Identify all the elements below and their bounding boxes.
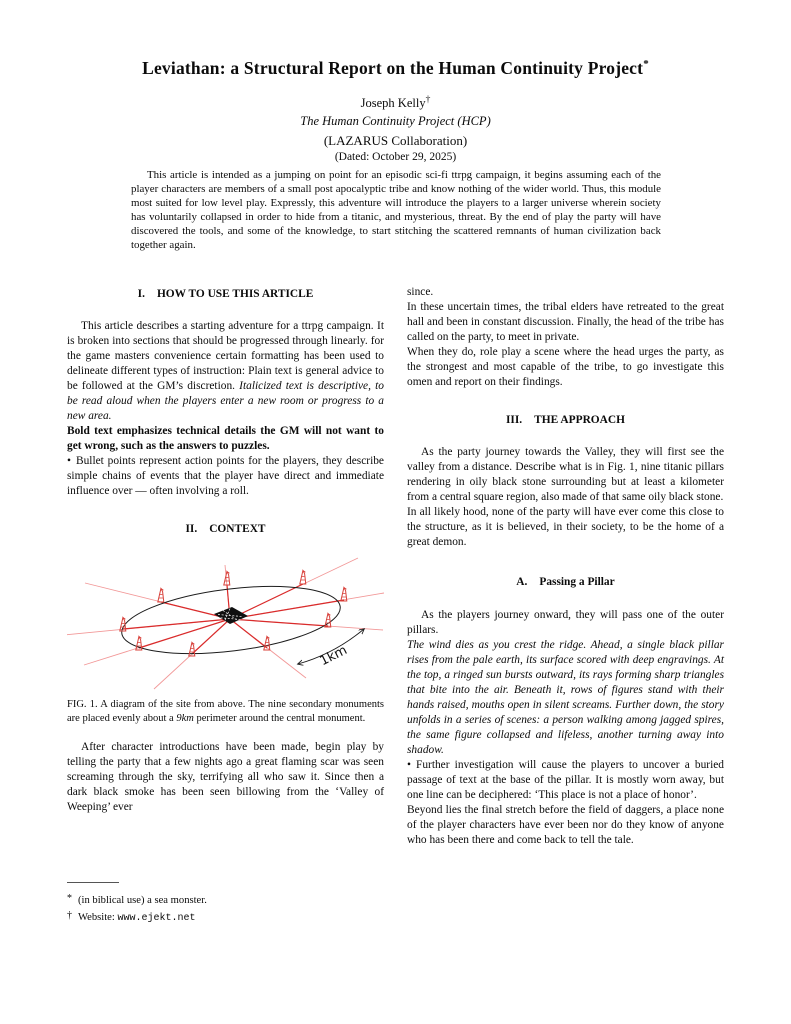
left-column <box>67 285 384 815</box>
subsection-title: Passing a Pillar <box>539 576 615 588</box>
bullet-paragraph <box>67 454 384 499</box>
section-heading-3 <box>407 413 724 428</box>
website-link[interactable]: www.ejekt.net <box>117 912 196 924</box>
author-line <box>0 95 791 111</box>
section-heading-1 <box>67 287 384 302</box>
figure-caption-label: FIG. 1. <box>67 699 98 710</box>
paragraph-continuation: since. <box>407 286 434 298</box>
italic-instruction-text: Italicized text is descriptive, to be read aloud when the players enter a new room or progress to a new area. <box>67 380 384 422</box>
footnote-text: Website: <box>78 911 118 923</box>
dated-line: (Dated: October 29, 2025) <box>334 151 457 164</box>
paragraph: As the party journey towards the Valley, they will first see the valley from a distance. Describe what is in Fig. 1, nine titanic pillars rendering in oily black stone surrounding but at least a kilometer from a central square region, also made of that same oily black stone. <box>407 446 724 503</box>
right-column <box>407 285 724 848</box>
section-heading-2 <box>67 522 384 537</box>
footnote-marker: † <box>67 909 72 921</box>
footnotes <box>67 882 384 926</box>
pillar-icon <box>158 589 164 603</box>
figure-caption-text: A diagram of the site from above. The nine secondary monuments are placed evenly about a <box>67 699 384 724</box>
read-aloud-paragraph: The wind dies as you crest the ridge. Ahead, a single black pillar rises from the pale earth, its surface scored with deep engravings. At the top, a ringed sun bursts outward, its rays forming sharp triangles that bite into the air. Beneath it, rows of figures stand with their hands raised, mouths open in silent screams. Further down, the story unfolds in a series of scenes: a person walking among jagged spires, the same figure collapsed and lifeless, another turning away into shadow. <box>407 639 724 756</box>
footnote-dagger <box>67 909 384 927</box>
figure-caption <box>67 698 384 725</box>
figure-caption-math: 9km <box>176 712 194 724</box>
paragraph <box>67 319 384 424</box>
title-footnote-marker: * <box>643 58 649 71</box>
bullet-icon: • <box>407 759 411 771</box>
footnote-rule <box>67 882 119 883</box>
paragraph: In all likely hood, none of the party will have ever come this close to the structure, as it is believed, in their society, to be the home of a great demon. <box>407 506 724 548</box>
section-number: I. <box>137 288 145 300</box>
paragraph: When they do, role play a scene where the head urges the party, as the strongest and most capable of the tribe, to go investigate this omen and report on their findings. <box>407 346 724 388</box>
author-footnote-marker: † <box>425 95 431 105</box>
bullet-text: Bullet points represent action points for the players, they describe simple chains of events that the player have direct and immediate influence over — often involving a roll. <box>67 455 384 497</box>
author-name: Joseph Kelly <box>360 96 426 111</box>
figure-1 <box>67 554 384 725</box>
bullet-icon: • <box>67 455 71 467</box>
bold-instruction-paragraph: Bold text emphasizes technical details the GM will not want to get wrong, such as the answers to puzzles. <box>67 425 384 452</box>
pillar-icon <box>341 588 347 602</box>
paragraph: After character introductions have been made, begin play by telling the party that a few nights ago a great flaming scar was seen screaming through the sky, terrifying all who saw it. Since then a dark black smoke has been seen billowing from the ‘Valley of Weeping’ ever <box>67 741 384 814</box>
section-title: THE APPROACH <box>534 414 625 426</box>
paragraph: As the players journey onward, they will pass one of the outer pillars. <box>407 609 724 636</box>
paper-title <box>0 58 791 79</box>
section-number: III. <box>506 414 523 426</box>
section-number: II. <box>185 523 198 535</box>
paragraph: In these uncertain times, the tribal elders have retreated to the great hall and been in constant discussion. Finally, the head of the tribe has called on the party, to meet in private. <box>407 301 724 343</box>
footnote-marker: * <box>67 893 72 904</box>
subsection-heading-a <box>407 575 724 590</box>
site-diagram <box>67 554 384 692</box>
paragraph-text: This article describes a starting adventure for a ttrpg campaign. It is broken into sections that should be progressed through linearly. for the game masters convenience certain formatting has been used to delineate different types of instruction: Plain text is general advice to be followed at the GM’s discretion. <box>67 320 384 392</box>
bullet-paragraph <box>407 758 724 803</box>
section-title: HOW TO USE THIS ARTICLE <box>156 288 314 300</box>
central-monument <box>214 607 248 624</box>
bullet-text: Further investigation will cause the players to uncover a buried passage of text at the base of the pillar. It is mostly worn away, but one line can be deciphered: ‘This place is not a place of honor’. <box>407 759 724 801</box>
pillar-icon <box>300 571 306 585</box>
collaboration: (LAZARUS Collaboration) <box>323 133 468 149</box>
pillar-icon <box>325 614 331 628</box>
paper-header <box>0 58 791 163</box>
affiliation: The Human Continuity Project (HCP) <box>300 114 491 129</box>
footnote-star <box>67 892 384 909</box>
section-title: CONTEXT <box>209 523 266 535</box>
footnote-text: (in biblical use) a sea monster. <box>78 895 207 906</box>
subsection-number: A. <box>516 576 528 588</box>
paper-title-text: Leviathan: a Structural Report on the Human Continuity Project <box>142 58 644 78</box>
paragraph: Beyond lies the final stretch before the field of daggers, a place none of the player characters have ever been nor do they know of anyone who has been there and come back to tell the tale. <box>407 804 724 846</box>
scale-label: 1km <box>317 642 350 670</box>
abstract: This article is intended as a jumping on point for an episodic sci-fi ttrpg campaign, it begins assuming each of the player characters are members of a small post apocalyptic tribe and know nothing of the wider world. Thus, this module most suited for low level play. Expressly, this adventure will introduce the players to a larger universe wherein society has voluntarily collapsed in order to hide from a titanic, and mysterious, threat. By the end of play the party will have discovered the tools, and some of the knowledge, to start stitching the scattered remnants of human civilization back together again. <box>131 169 661 251</box>
figure-caption-text: perimeter around the central monument. <box>193 712 366 724</box>
